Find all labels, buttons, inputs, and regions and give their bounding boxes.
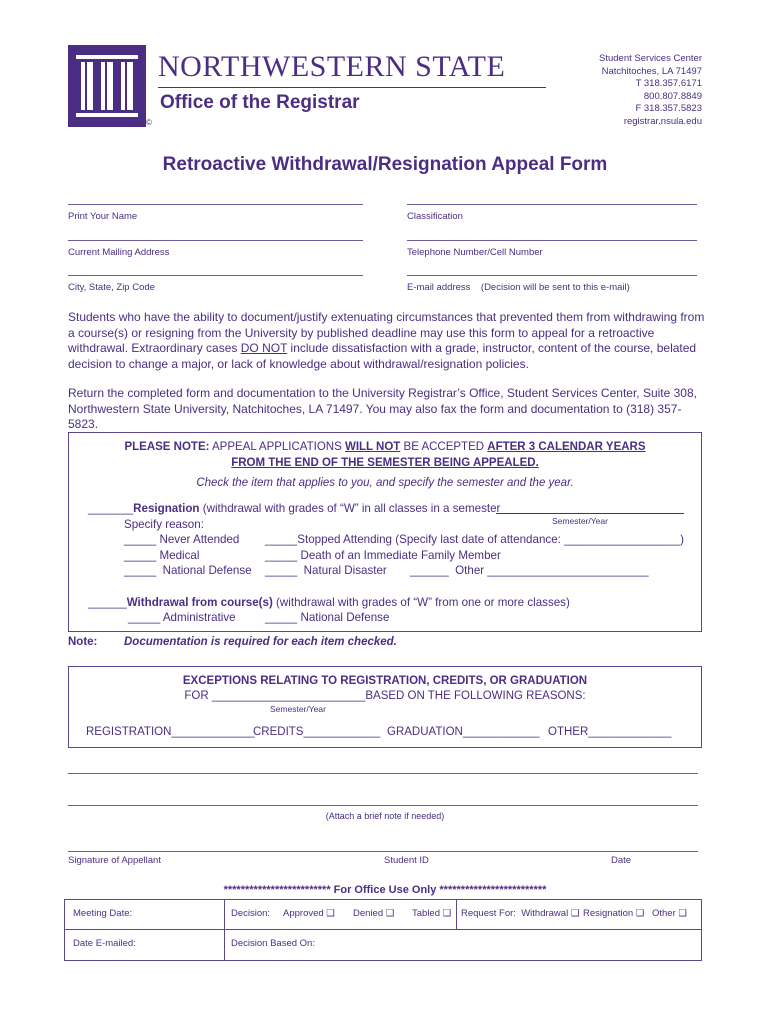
intro-paragraph: Students who have the ability to document/justify extenuating circumstances that prevented them from withdrawing from a course(s) or resigning from the University by published deadline may use this form to appeal for a retroactive withdrawal. Extraordinary cases DO NOT include dissatisfaction with a grade, instructor, content of the course, belated decision to change a major, or lack of knowledge about withdrawal/resignation policies. — [68, 310, 705, 371]
office-table-row-divider — [64, 929, 702, 930]
name-field[interactable] — [68, 204, 363, 205]
reason-other[interactable]: ______ Other _________________________ — [410, 564, 649, 577]
address-field[interactable] — [68, 240, 363, 241]
decision-label: Decision: — [231, 908, 271, 919]
resignation-row: _______Resignation (withdrawal with grades of “W” in all classes in a semester — [88, 502, 504, 515]
reason-natural-disaster[interactable]: _____ Natural Disaster — [265, 564, 387, 577]
exception-registration[interactable]: REGISTRATION_____________ — [86, 726, 255, 738]
reason-medical[interactable]: _____ Medical — [124, 549, 200, 562]
office-table-col-divider-2 — [456, 899, 457, 930]
do-not-text: DO NOT — [240, 341, 288, 355]
resignation-checkbox[interactable]: _______ — [88, 502, 134, 515]
specify-reason: Specify reason: — [124, 518, 204, 531]
city-label: City, State, Zip Code — [68, 282, 155, 293]
form-title: Retroactive Withdrawal/Resignation Appeal Form — [162, 154, 608, 175]
notes-line-1[interactable] — [68, 773, 698, 774]
resignation-semester-field[interactable] — [496, 513, 684, 514]
contact-link[interactable]: registrar.nsula.edu — [623, 115, 702, 127]
contact-line: T 318.357.6171 — [635, 78, 702, 89]
date-label: Date — [611, 855, 632, 866]
exception-credits[interactable]: CREDITS____________ — [253, 726, 381, 738]
request-other-checkbox[interactable]: Other ❑ — [652, 908, 687, 919]
classification-label: Classification — [407, 211, 463, 222]
contact-line: Student Services Center — [599, 53, 702, 64]
note-text: Documentation is required for each item checked. — [124, 636, 397, 648]
email-field[interactable] — [407, 275, 697, 276]
attach-note: (Attach a brief note if needed) — [325, 811, 445, 821]
exception-graduation[interactable]: GRADUATION____________ — [387, 726, 540, 738]
withdrawal-administrative[interactable]: _____ Administrative — [128, 611, 236, 624]
contact-block — [560, 53, 702, 128]
notice-line-2: FROM THE END OF THE SEMESTER BEING APPEALED. — [231, 457, 539, 469]
withdrawal-national-defense[interactable]: _____ National Defense — [265, 611, 390, 624]
signature-line[interactable] — [68, 851, 698, 852]
approved-checkbox[interactable]: Approved ❑ — [283, 908, 335, 919]
exceptions-title: EXCEPTIONS RELATING TO REGISTRATION, CREDITS, OR GRADUATION — [182, 675, 588, 687]
reason-stopped-attending[interactable]: _____Stopped Attending (Specify last date of attendance: __________________) — [265, 533, 685, 546]
telephone-field[interactable] — [407, 240, 697, 241]
notice-line-1: PLEASE NOTE: APPEAL APPLICATIONS WILL NOT BE ACCEPTED AFTER 3 CALENDAR YEARS — [124, 441, 646, 453]
contact-line: F 318.357.5823 — [635, 103, 702, 114]
reason-death[interactable]: _____ Death of an Immediate Family Member — [265, 549, 501, 562]
student-id-label: Student ID — [384, 855, 429, 866]
check-instruction: Check the item that applies to you, and specify the semester and the year. — [196, 477, 574, 489]
header-rule — [158, 87, 546, 88]
withdrawal-row: ______Withdrawal from course(s) (withdrawal with grades of “W” from one or more classes) — [88, 596, 570, 609]
contact-line: Natchitoches, LA 71497 — [601, 65, 702, 77]
notes-line-2[interactable] — [68, 805, 698, 806]
classification-field[interactable] — [407, 204, 697, 205]
office-use-title: ************************* For Office Use Only ************************* — [223, 884, 547, 896]
copyright-mark: © — [146, 118, 152, 127]
nsu-logo — [68, 45, 146, 127]
meeting-date-label: Meeting Date: — [73, 908, 133, 919]
tabled-checkbox[interactable]: Tabled ❑ — [412, 908, 452, 919]
return-paragraph: Return the completed form and documentation to the University Registrar’s Office, Student Services Center, Suite 308, Northwestern State University, Natchitoches, LA 71497. You may also fax the form and documentation to (318) 357-5823. — [68, 386, 697, 431]
reason-never-attended[interactable]: _____ Never Attended — [124, 533, 240, 546]
date-emailed-label: Date E-mailed: — [73, 938, 136, 949]
signature-label: Signature of Appellant — [68, 855, 161, 866]
office-name: Office of the Registrar — [160, 92, 360, 113]
exception-other[interactable]: OTHER_____________ — [548, 726, 672, 738]
address-label: Current Mailing Address — [68, 247, 170, 258]
email-label: E-mail address (Decision will be sent to this e-mail) — [407, 282, 630, 293]
exceptions-semester-label: Semester/Year — [270, 704, 326, 714]
withdrawal-checkbox[interactable]: ______ — [88, 596, 127, 609]
denied-checkbox[interactable]: Denied ❑ — [353, 908, 395, 919]
office-table-col-divider — [224, 899, 225, 961]
name-label: Print Your Name — [68, 211, 138, 222]
request-withdrawal-checkbox[interactable]: Request For: Withdrawal ❑ — [461, 908, 580, 919]
contact-line: 800.807.8849 — [643, 90, 702, 102]
semester-year-label: Semester/Year — [552, 516, 608, 526]
request-resignation-checkbox[interactable]: Resignation ❑ — [583, 908, 645, 919]
note-label: Note: — [68, 636, 98, 648]
decision-based-label: Decision Based On: — [231, 938, 315, 949]
reason-national-defense[interactable]: _____ National Defense — [124, 564, 252, 577]
city-field[interactable] — [68, 275, 363, 276]
institution-name: NORTHWESTERN STATE — [158, 50, 506, 83]
telephone-label: Telephone Number/Cell Number — [407, 247, 543, 258]
exceptions-for-line[interactable]: FOR ________________________BASED ON THE FOLLOWING REASONS: — [184, 690, 586, 702]
